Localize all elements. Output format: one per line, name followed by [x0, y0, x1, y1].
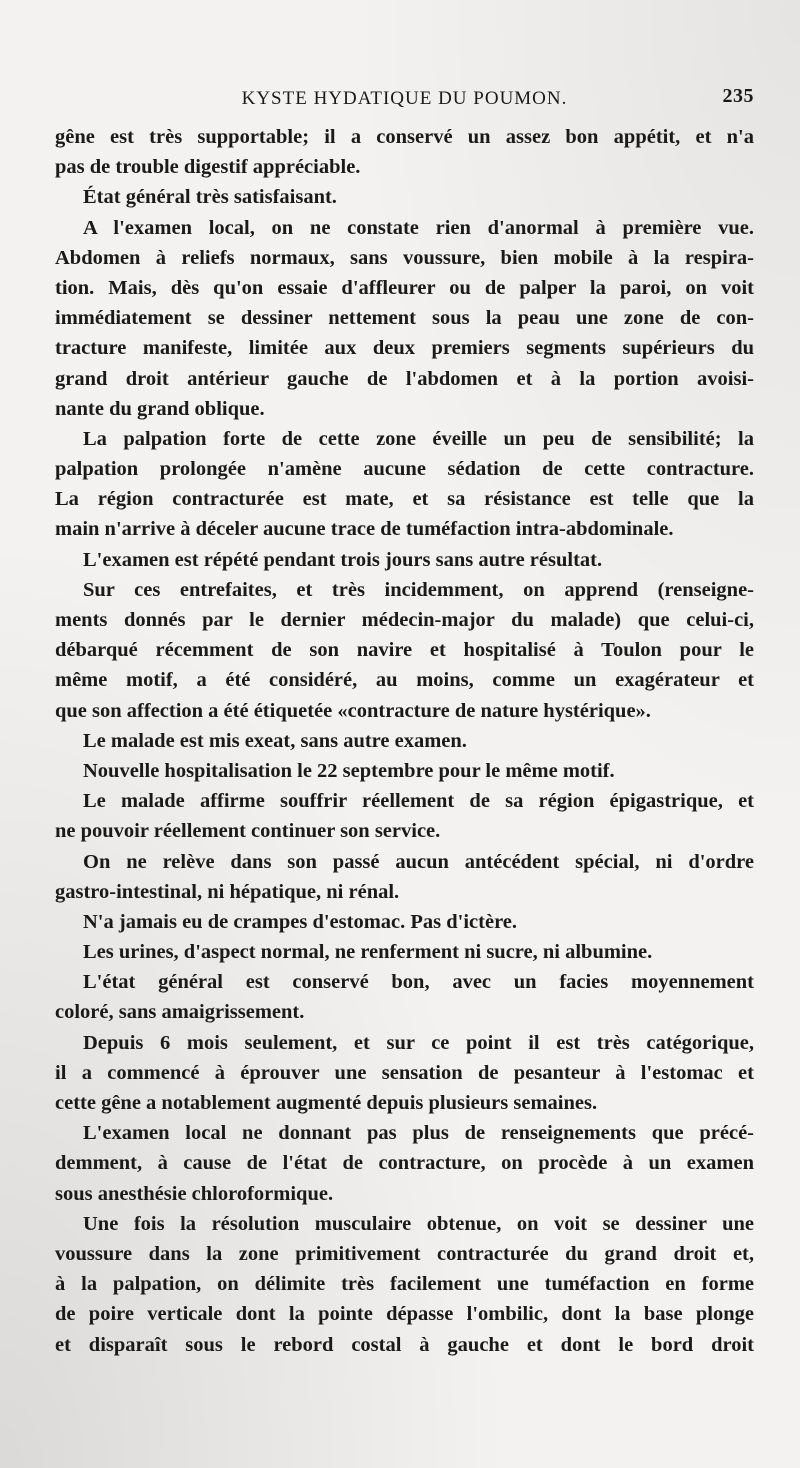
text-line: il a commencé à éprouver une sensation de pesanteur à l'estomac et	[55, 1061, 754, 1084]
text-line: gastro-intestinal, ni hépatique, ni rénal.	[55, 880, 400, 903]
text-line: nante du grand oblique.	[55, 397, 265, 420]
text-line: Abdomen à reliefs normaux, sans voussure, bien mobile à la respira-	[55, 246, 754, 269]
text-line: Depuis 6 mois seulement, et sur ce point il est très catégorique,	[83, 1031, 754, 1054]
text-line: ne pouvoir réellement continuer son service.	[55, 820, 441, 843]
text-line: Le malade est mis exeat, sans autre examen.	[83, 729, 467, 752]
text-line: Les urines, d'aspect normal, ne renferment ni sucre, ni albumine.	[83, 941, 653, 964]
text-line: L'examen est répété pendant trois jours sans autre résultat.	[83, 548, 603, 571]
text-line: La palpation forte de cette zone éveille un peu de sensibilité; la	[83, 427, 754, 450]
text-line: que son affection a été étiquetée «contracture de nature hystérique».	[55, 699, 651, 722]
text-line: La région contracturée est mate, et sa résistance est telle que la	[55, 488, 754, 511]
text-line: main n'arrive à déceler aucune trace de tuméfaction intra-abdominale.	[55, 518, 674, 541]
text-line: A l'examen local, on ne constate rien d'anormal à première vue.	[83, 216, 754, 239]
page-number: 235	[722, 85, 754, 107]
text-line: gêne est très supportable; il a conservé un assez bon appétit, et n'a	[55, 126, 754, 148]
text-line: Sur ces entrefaites, et très incidemment, on apprend (renseigne-	[83, 578, 754, 601]
text-line: sous anesthésie chloroformique.	[55, 1182, 334, 1205]
text-line: On ne relève dans son passé aucun antécédent spécial, ni d'ordre	[83, 850, 754, 873]
text-line: de poire verticale dont la pointe dépasse l'ombilic, dont la base plonge	[55, 1303, 754, 1326]
text-line: même motif, a été considéré, au moins, comme un exagérateur et	[55, 669, 754, 692]
text-line: voussure dans la zone primitivement contracturée du grand droit et,	[55, 1242, 754, 1265]
text-line: débarqué récemment de son navire et hospitalisé à Toulon pour le	[55, 639, 754, 662]
text-line: L'examen local ne donnant pas plus de renseignements que précé-	[83, 1122, 754, 1145]
text-line: tracture manifeste, limitée aux deux premiers segments supérieurs du	[55, 337, 754, 360]
text-line: et disparaît sous le rebord costal à gauche et dont le bord droit	[55, 1333, 754, 1356]
text-line: grand droit antérieur gauche de l'abdomen et à la portion avoisi-	[55, 367, 754, 390]
text-line: L'état général est conservé bon, avec un facies moyennement	[83, 971, 754, 994]
text-line: État général très satisfaisant.	[83, 186, 337, 209]
running-header	[55, 82, 754, 116]
body-text	[55, 122, 754, 1360]
text-line: Le malade affirme souffrir réellement de sa région épigastrique, et	[83, 790, 754, 813]
text-line: cette gêne a notablement augmenté depuis plusieurs semaines.	[55, 1092, 598, 1114]
text-line: N'a jamais eu de crampes d'estomac. Pas d'ictère.	[83, 910, 518, 933]
text-line: Une fois la résolution musculaire obtenue, on voit se dessiner une	[83, 1212, 754, 1235]
text-line: tion. Mais, dès qu'on essaie d'affleurer ou de palper la paroi, on voit	[55, 276, 754, 299]
text-line: palpation prolongée n'amène aucune sédation de cette contracture.	[55, 458, 754, 481]
text-line: à la palpation, on délimite très facilement une tuméfaction en forme	[55, 1273, 754, 1296]
text-line: ments donnés par le dernier médecin-major du malade) que celui-ci,	[55, 609, 754, 631]
text-line: demment, à cause de l'état de contracture, on procède à un examen	[55, 1152, 754, 1175]
text-line: Nouvelle hospitalisation le 22 septembre pour le même motif.	[83, 759, 615, 782]
text-line: coloré, sans amaigrissement.	[55, 1001, 305, 1024]
chapter-title: KYSTE HYDATIQUE DU POUMON.	[241, 88, 568, 109]
text-line: pas de trouble digestif appréciable.	[55, 156, 361, 179]
text-line: immédiatement se dessiner nettement sous la peau une zone de con-	[55, 307, 754, 330]
